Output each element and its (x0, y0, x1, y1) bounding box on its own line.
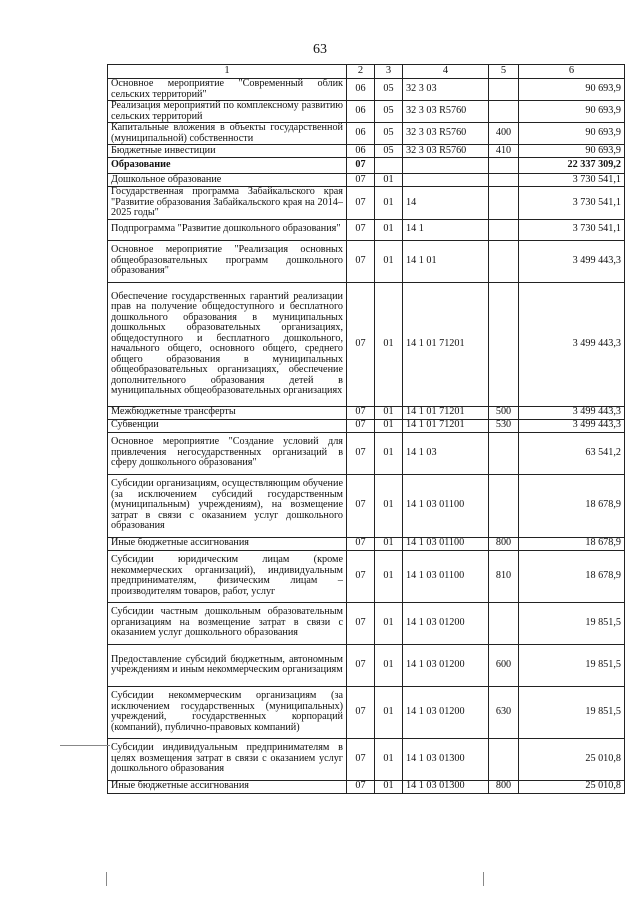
header-col-1: 1 (108, 65, 347, 79)
cell-name: Иные бюджетные ассигнования (108, 780, 347, 793)
cell-pr: 01 (375, 406, 403, 419)
cell-csr: 14 1 01 (403, 240, 489, 282)
cell-csr: 32 3 03 R5760 (403, 101, 489, 123)
cell-sum: 18 678,9 (519, 474, 625, 537)
cell-rz: 07 (347, 158, 375, 174)
cell-sum: 90 693,9 (519, 101, 625, 123)
cell-rz: 06 (347, 145, 375, 158)
cell-vr (489, 158, 519, 174)
cell-csr: 14 1 01 71201 (403, 419, 489, 432)
cell-csr: 32 3 03 R5760 (403, 123, 489, 145)
cell-name: Реализация мероприятий по комплексному развитию сельских территорий (108, 101, 347, 123)
cell-vr (489, 432, 519, 474)
cell-vr: 410 (489, 145, 519, 158)
cell-sum: 18 678,9 (519, 537, 625, 550)
cell-name: Подпрограмма "Развитие дошкольного образования" (108, 219, 347, 240)
cell-vr (489, 187, 519, 220)
cell-pr: 01 (375, 644, 403, 686)
cell-pr: 01 (375, 686, 403, 738)
cell-pr: 01 (375, 282, 403, 406)
cell-vr: 630 (489, 686, 519, 738)
table-row (108, 550, 625, 602)
cell-vr: 600 (489, 644, 519, 686)
table-header-row (108, 65, 625, 79)
cell-rz: 06 (347, 79, 375, 101)
cell-pr: 05 (375, 79, 403, 101)
cell-name: Предоставление субсидий бюджетным, автономным учреждениям и иным некоммерческим организациям (108, 644, 347, 686)
table-row (108, 219, 625, 240)
cell-rz: 07 (347, 282, 375, 406)
cell-vr: 800 (489, 780, 519, 793)
cell-csr: 32 3 03 R5760 (403, 145, 489, 158)
header-col-6: 6 (519, 65, 625, 79)
cell-vr (489, 219, 519, 240)
cell-rz: 06 (347, 101, 375, 123)
cell-sum: 90 693,9 (519, 79, 625, 101)
cell-sum: 3 730 541,1 (519, 219, 625, 240)
cell-vr (489, 101, 519, 123)
cell-name: Основное мероприятие "Реализация основных общеобразовательных программ дошкольного образования" (108, 240, 347, 282)
table-row (108, 158, 625, 174)
cell-vr: 810 (489, 550, 519, 602)
cell-sum: 22 337 309,2 (519, 158, 625, 174)
table-row (108, 474, 625, 537)
header-col-5: 5 (489, 65, 519, 79)
cell-pr: 01 (375, 419, 403, 432)
cell-vr (489, 738, 519, 780)
cell-csr: 14 1 03 01300 (403, 780, 489, 793)
cell-name: Субсидии индивидуальным предпринимателям в целях возмещения затрат в связи с оказанием услуг дошкольного образования (108, 738, 347, 780)
cell-pr (375, 158, 403, 174)
cell-csr: 14 1 03 01100 (403, 474, 489, 537)
cell-name: Субвенции (108, 419, 347, 432)
cell-sum: 25 010,8 (519, 780, 625, 793)
cell-rz: 07 (347, 780, 375, 793)
cell-rz: 07 (347, 602, 375, 644)
cell-sum: 3 499 443,3 (519, 419, 625, 432)
cell-rz: 07 (347, 419, 375, 432)
table-row (108, 282, 625, 406)
cell-rz: 06 (347, 123, 375, 145)
cell-name: Государственная программа Забайкальского края "Развитие образования Забайкальского края на 2014–2025 годы" (108, 187, 347, 220)
cell-sum: 3 499 443,3 (519, 406, 625, 419)
cell-rz: 07 (347, 644, 375, 686)
cell-sum: 3 730 541,1 (519, 187, 625, 220)
cell-name: Субсидии некоммерческим организациям (за исключением государственных (муниципальных) учреждений, государственных корпораций (компаний), публично-правовых компаний) (108, 686, 347, 738)
table-row (108, 686, 625, 738)
cell-sum: 3 730 541,1 (519, 174, 625, 187)
table-row (108, 101, 625, 123)
cell-csr: 14 (403, 187, 489, 220)
header-col-3: 3 (375, 65, 403, 79)
cell-name: Образование (108, 158, 347, 174)
cell-csr: 14 1 03 01200 (403, 644, 489, 686)
table-row (108, 602, 625, 644)
table-row (108, 187, 625, 220)
cell-pr: 01 (375, 432, 403, 474)
cell-vr (489, 602, 519, 644)
cell-rz: 07 (347, 550, 375, 602)
page-number: 63 (313, 42, 327, 57)
table-row (108, 174, 625, 187)
cell-vr (489, 174, 519, 187)
cell-pr: 01 (375, 602, 403, 644)
cell-sum: 19 851,5 (519, 686, 625, 738)
cell-csr: 14 1 03 01200 (403, 602, 489, 644)
cell-vr (489, 474, 519, 537)
cell-pr: 05 (375, 101, 403, 123)
table-row (108, 406, 625, 419)
cell-csr: 14 1 03 01100 (403, 537, 489, 550)
cell-pr: 01 (375, 474, 403, 537)
cell-csr: 14 1 01 71201 (403, 282, 489, 406)
cell-name: Дошкольное образование (108, 174, 347, 187)
table-row (108, 79, 625, 101)
cell-vr: 400 (489, 123, 519, 145)
cell-pr: 01 (375, 537, 403, 550)
cell-sum: 3 499 443,3 (519, 240, 625, 282)
budget-table (107, 64, 625, 794)
cell-sum: 3 499 443,3 (519, 282, 625, 406)
cell-csr: 32 3 03 (403, 79, 489, 101)
cell-name: Бюджетные инвестиции (108, 145, 347, 158)
cell-sum: 63 541,2 (519, 432, 625, 474)
table-row (108, 419, 625, 432)
cell-pr: 05 (375, 123, 403, 145)
table-row (108, 780, 625, 793)
cell-sum: 19 851,5 (519, 644, 625, 686)
scan-mark-left (106, 872, 107, 886)
cell-rz: 07 (347, 174, 375, 187)
cell-rz: 07 (347, 406, 375, 419)
cell-vr (489, 79, 519, 101)
cell-rz: 07 (347, 432, 375, 474)
cell-sum: 25 010,8 (519, 738, 625, 780)
cell-pr: 01 (375, 187, 403, 220)
cell-vr: 800 (489, 537, 519, 550)
cell-csr: 14 1 03 01300 (403, 738, 489, 780)
cell-csr (403, 174, 489, 187)
cell-pr: 01 (375, 738, 403, 780)
cell-name: Иные бюджетные ассигнования (108, 537, 347, 550)
cell-rz: 07 (347, 240, 375, 282)
cell-pr: 01 (375, 219, 403, 240)
cell-rz: 07 (347, 686, 375, 738)
table-row (108, 432, 625, 474)
cell-name: Основное мероприятие "Современный облик сельских территорий" (108, 79, 347, 101)
cell-csr: 14 1 03 01200 (403, 686, 489, 738)
cell-name: Капитальные вложения в объекты государственной (муниципальной) собственности (108, 123, 347, 145)
table-row (108, 145, 625, 158)
cell-csr: 14 1 (403, 219, 489, 240)
table-body (108, 79, 625, 794)
cell-rz: 07 (347, 187, 375, 220)
cell-sum: 90 693,9 (519, 123, 625, 145)
cell-vr: 530 (489, 419, 519, 432)
cell-pr: 01 (375, 550, 403, 602)
cell-rz: 07 (347, 219, 375, 240)
cell-csr (403, 158, 489, 174)
cell-name: Основное мероприятие "Создание условий для привлечения негосударственных организаций в сферу дошкольного образования" (108, 432, 347, 474)
cell-sum: 90 693,9 (519, 145, 625, 158)
table-row (108, 537, 625, 550)
table-row (108, 738, 625, 780)
cell-sum: 19 851,5 (519, 602, 625, 644)
cell-sum: 18 678,9 (519, 550, 625, 602)
cell-vr (489, 282, 519, 406)
table-row (108, 644, 625, 686)
cell-rz: 07 (347, 738, 375, 780)
table-row (108, 240, 625, 282)
cell-pr: 01 (375, 174, 403, 187)
cell-csr: 14 1 03 (403, 432, 489, 474)
cell-csr: 14 1 03 01100 (403, 550, 489, 602)
scan-margin-line (60, 745, 110, 746)
cell-vr: 500 (489, 406, 519, 419)
cell-csr: 14 1 01 71201 (403, 406, 489, 419)
cell-name: Обеспечение государственных гарантий реализации прав на получение общедоступного и бесплатного дошкольного образования в муниципальных дошкольных образовательных организациях, общедоступного и бесплатного дошкольного, начального общего, основного общего, среднего общего образования в муниципальных общеобразовательных организациях, обеспечение дополнительного образования детей в муниципальных общеобразовательных организациях (108, 282, 347, 406)
scan-mark-right (483, 872, 484, 886)
cell-name: Субсидии частным дошкольным образовательным организациям на возмещение затрат в связи с оказанием услуг дошкольного образования (108, 602, 347, 644)
cell-name: Межбюджетные трансферты (108, 406, 347, 419)
header-col-4: 4 (403, 65, 489, 79)
table-row (108, 123, 625, 145)
cell-pr: 01 (375, 780, 403, 793)
cell-rz: 07 (347, 537, 375, 550)
cell-pr: 01 (375, 240, 403, 282)
cell-name: Субсидии юридическим лицам (кроме некоммерческих организаций), индивидуальным предпринимателям, физическим лицам – производителям товаров, работ, услуг (108, 550, 347, 602)
header-col-2: 2 (347, 65, 375, 79)
cell-rz: 07 (347, 474, 375, 537)
cell-pr: 05 (375, 145, 403, 158)
cell-name: Субсидии организациям, осуществляющим обучение (за исключением субсидий государственным (муниципальным) учреждениям), на возмещение затрат в связи с оказанием услуг дошкольного образования (108, 474, 347, 537)
cell-vr (489, 240, 519, 282)
